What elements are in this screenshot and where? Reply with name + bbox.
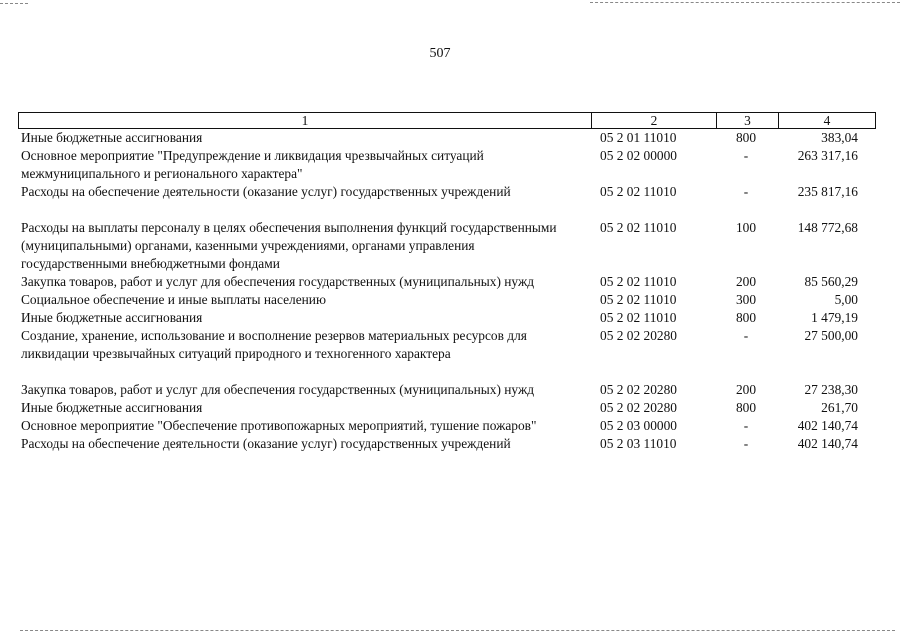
row-expense-type: 200 (735, 274, 757, 289)
row-code: 05 2 02 20280 (600, 382, 677, 397)
table-row (18, 381, 876, 399)
row-name: Иные бюджетные ассигнования (21, 130, 203, 145)
row-amount: 402 140,74 (797, 436, 858, 451)
row-amount: 402 140,74 (797, 418, 858, 433)
table-row (18, 309, 876, 327)
header-col-3: 3 (716, 113, 778, 128)
row-expense-type: 100 (735, 220, 757, 235)
header-col-4: 4 (778, 113, 875, 128)
row-name: Расходы на обеспечение деятельности (оказание услуг) государственных учреждений (21, 436, 511, 451)
row-code: 05 2 02 00000 (600, 148, 677, 163)
scan-edge-top-right (590, 2, 900, 3)
table-row (18, 273, 876, 291)
row-name: Иные бюджетные ассигнования (21, 400, 203, 415)
row-name: Закупка товаров, работ и услуг для обеспечения государственных (муниципальных) нужд (21, 382, 535, 397)
row-name: Закупка товаров, работ и услуг для обеспечения государственных (муниципальных) нужд (21, 274, 535, 289)
table-body (18, 129, 876, 453)
row-expense-type: 800 (735, 400, 757, 415)
row-code: 05 2 02 11010 (600, 310, 677, 325)
row-amount: 383,04 (821, 130, 858, 145)
table-row (18, 183, 876, 201)
row-code: 05 2 02 11010 (600, 220, 677, 235)
header-col-2: 2 (591, 113, 716, 128)
header-col-1: 1 (301, 113, 309, 128)
row-name: Расходы на обеспечение деятельности (оказание услуг) государственных учреждений (21, 184, 511, 199)
table-row (18, 399, 876, 417)
row-expense-type: 800 (735, 130, 757, 145)
row-expense-type: - (743, 148, 749, 163)
table-row (18, 327, 876, 363)
row-expense-type: - (743, 436, 749, 451)
budget-table (18, 112, 876, 453)
table-row (18, 417, 876, 435)
row-name: Социальное обеспечение и иные выплаты населению (21, 292, 326, 307)
row-amount: 261,70 (821, 400, 858, 415)
row-name: Основное мероприятие "Обеспечение противопожарных мероприятий, тушение пожаров" (21, 418, 537, 433)
scan-edge-bottom (20, 630, 895, 631)
row-expense-type: 200 (735, 382, 757, 397)
table-row (18, 147, 876, 183)
row-code: 05 2 02 11010 (600, 184, 677, 199)
row-expense-type: 800 (735, 310, 757, 325)
row-amount: 263 317,16 (797, 148, 858, 163)
row-expense-type: - (743, 328, 749, 343)
row-amount: 148 772,68 (797, 220, 858, 235)
row-name: Создание, хранение, использование и восполнение резервов материальных ресурсов для ликвидации чрезвычайных ситуаций природного и техногенного характера (21, 328, 527, 361)
row-code: 05 2 02 11010 (600, 274, 677, 289)
row-code: 05 2 02 11010 (600, 292, 677, 307)
page-number: 507 (429, 46, 451, 61)
row-amount: 27 238,30 (804, 382, 858, 397)
row-code: 05 2 02 20280 (600, 400, 677, 415)
row-name: Основное мероприятие "Предупреждение и ликвидация чрезвычайных ситуаций межмуниципального и регионального характера" (21, 148, 484, 181)
table-row (18, 291, 876, 309)
row-expense-type: - (743, 184, 749, 199)
row-code: 05 2 03 11010 (600, 436, 677, 451)
table-row (18, 435, 876, 453)
row-code: 05 2 03 00000 (600, 418, 677, 433)
row-code: 05 2 01 11010 (600, 130, 677, 145)
table-row (18, 219, 876, 273)
row-name: Иные бюджетные ассигнования (21, 310, 203, 325)
row-amount: 235 817,16 (797, 184, 858, 199)
row-name: Расходы на выплаты персоналу в целях обеспечения выполнения функций государственными (муниципальными) органами, казенными учреждениями, органами управления государственными внебюджетными фондами (21, 220, 557, 271)
row-amount: 5,00 (834, 292, 858, 307)
table-row (18, 129, 876, 147)
row-amount: 27 500,00 (804, 328, 858, 343)
row-amount: 1 479,19 (811, 310, 858, 325)
row-expense-type: 300 (735, 292, 757, 307)
table-header-row (18, 112, 876, 129)
row-amount: 85 560,29 (804, 274, 858, 289)
row-expense-type: - (743, 418, 749, 433)
row-code: 05 2 02 20280 (600, 328, 677, 343)
scan-edge-top-left (0, 3, 28, 4)
